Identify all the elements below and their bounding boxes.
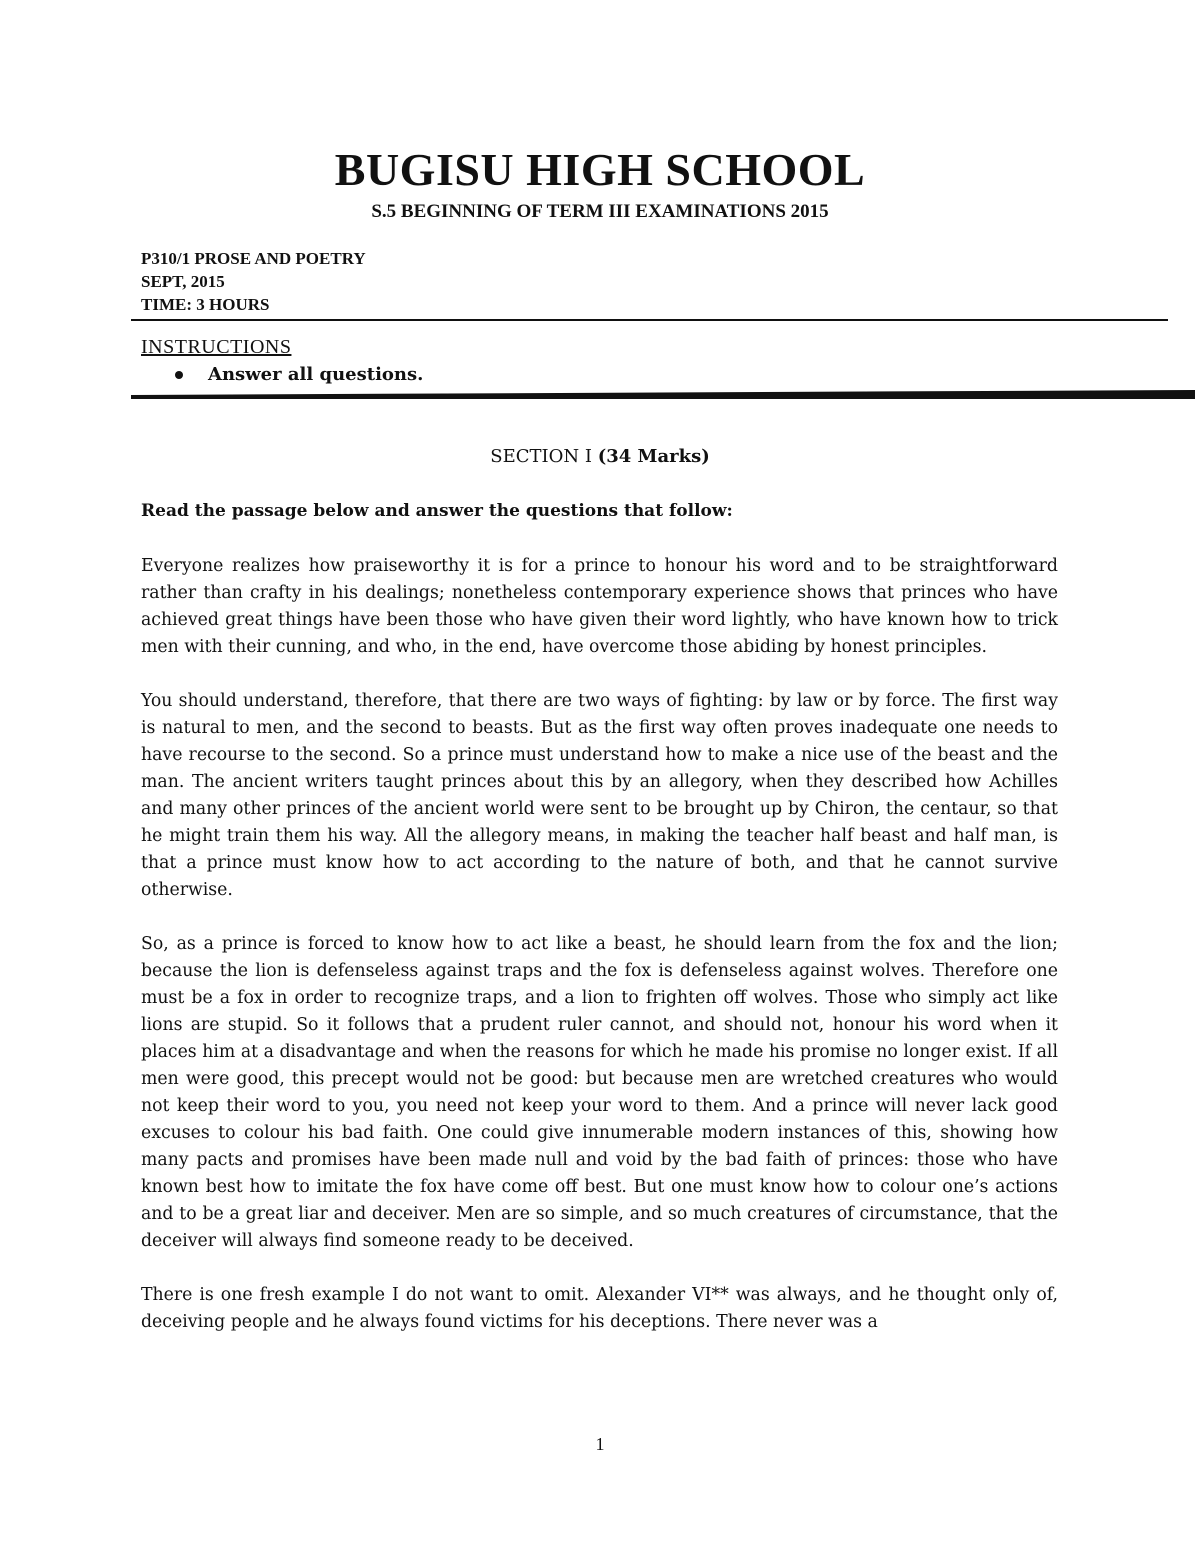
passage [141, 553, 1058, 1363]
instruction-text: Answer all questions. [208, 364, 424, 385]
exam-duration: TIME: 3 HOURS [141, 295, 270, 314]
section-title: SECTION I [490, 446, 598, 467]
instructions-heading: INSTRUCTIONS [141, 336, 292, 358]
passage-paragraph: You should understand, therefore, that there are two ways of fighting: by law or by force. The first way is natural to men, and the second to beasts. But as the first way often proves inadequate one needs to have recourse to the second. So a prince must understand how to make a nice use of the beast and the man. The ancient writers taught princes about this by an allegory, when they described how Achilles and many other princes of the ancient world were sent to be brought up by Chiron, the centaur, so that he might train them his way. All the allegory means, in making the teacher half beast and half man, is that a prince must know how to act according to the nature of both, and that he cannot survive otherwise. [141, 691, 1058, 900]
section-marks: (34 Marks) [597, 446, 710, 467]
instruction-item [175, 364, 423, 385]
page-number: 1 [595, 1434, 605, 1454]
passage-paragraph: Everyone realizes how praiseworthy it is for a prince to honour his word and to be straightforward rather than crafty in his dealings; nonetheless contemporary experience shows that princes who have achieved great things have been those who have given their word lightly, who have known how to trick men with their cunning, and who, in the end, have overcome those abiding by honest principles. [141, 556, 1058, 657]
instructions-divider [131, 390, 1195, 399]
passage-paragraph: So, as a prince is forced to know how to act like a beast, he should learn from the fox and the lion; because the lion is defenseless against traps and the fox is defenseless against wolves. Therefore one must be a fox in order to recognize traps, and a lion to frighten off wolves. Those who simply act like lions are stupid. So it follows that a prudent ruler cannot, and should not, honour his word when it places him at a disadvantage and when the reasons for which he made his promise no longer exist. If all men were good, this precept would not be good: but because men are wretched creatures who would not keep their word to you, you need not keep your word to them. And a prince will never lack good excuses to colour his bad faith. One could give innumerable modern instances of this, showing how many pacts and promises have been made null and void by the bad faith of princes: those who have known best how to imitate the fox have come off best. But one must know how to colour one’s actions and to be a great liar and deceiver. Men are so simple, and so much creatures of circumstance, that the deceiver will always find someone ready to be deceived. [141, 934, 1058, 1251]
section-heading [0, 446, 1200, 467]
school-title: BUGISU HIGH SCHOOL [334, 144, 866, 195]
paper-code: P310/1 PROSE AND POETRY [141, 249, 366, 268]
passage-paragraph: There is one fresh example I do not want to omit. Alexander VI** was always, and he thought only of, deceiving people and he always found victims for his deceptions. There never was a [141, 1285, 1058, 1332]
passage-instruction: Read the passage below and answer the questions that follow: [141, 501, 733, 521]
paper-details [141, 247, 366, 316]
header-divider [131, 319, 1168, 321]
exam-date: SEPT, 2015 [141, 272, 225, 291]
bullet-icon [175, 371, 183, 379]
exam-title: S.5 BEGINNING OF TERM III EXAMINATIONS 2015 [371, 201, 829, 222]
